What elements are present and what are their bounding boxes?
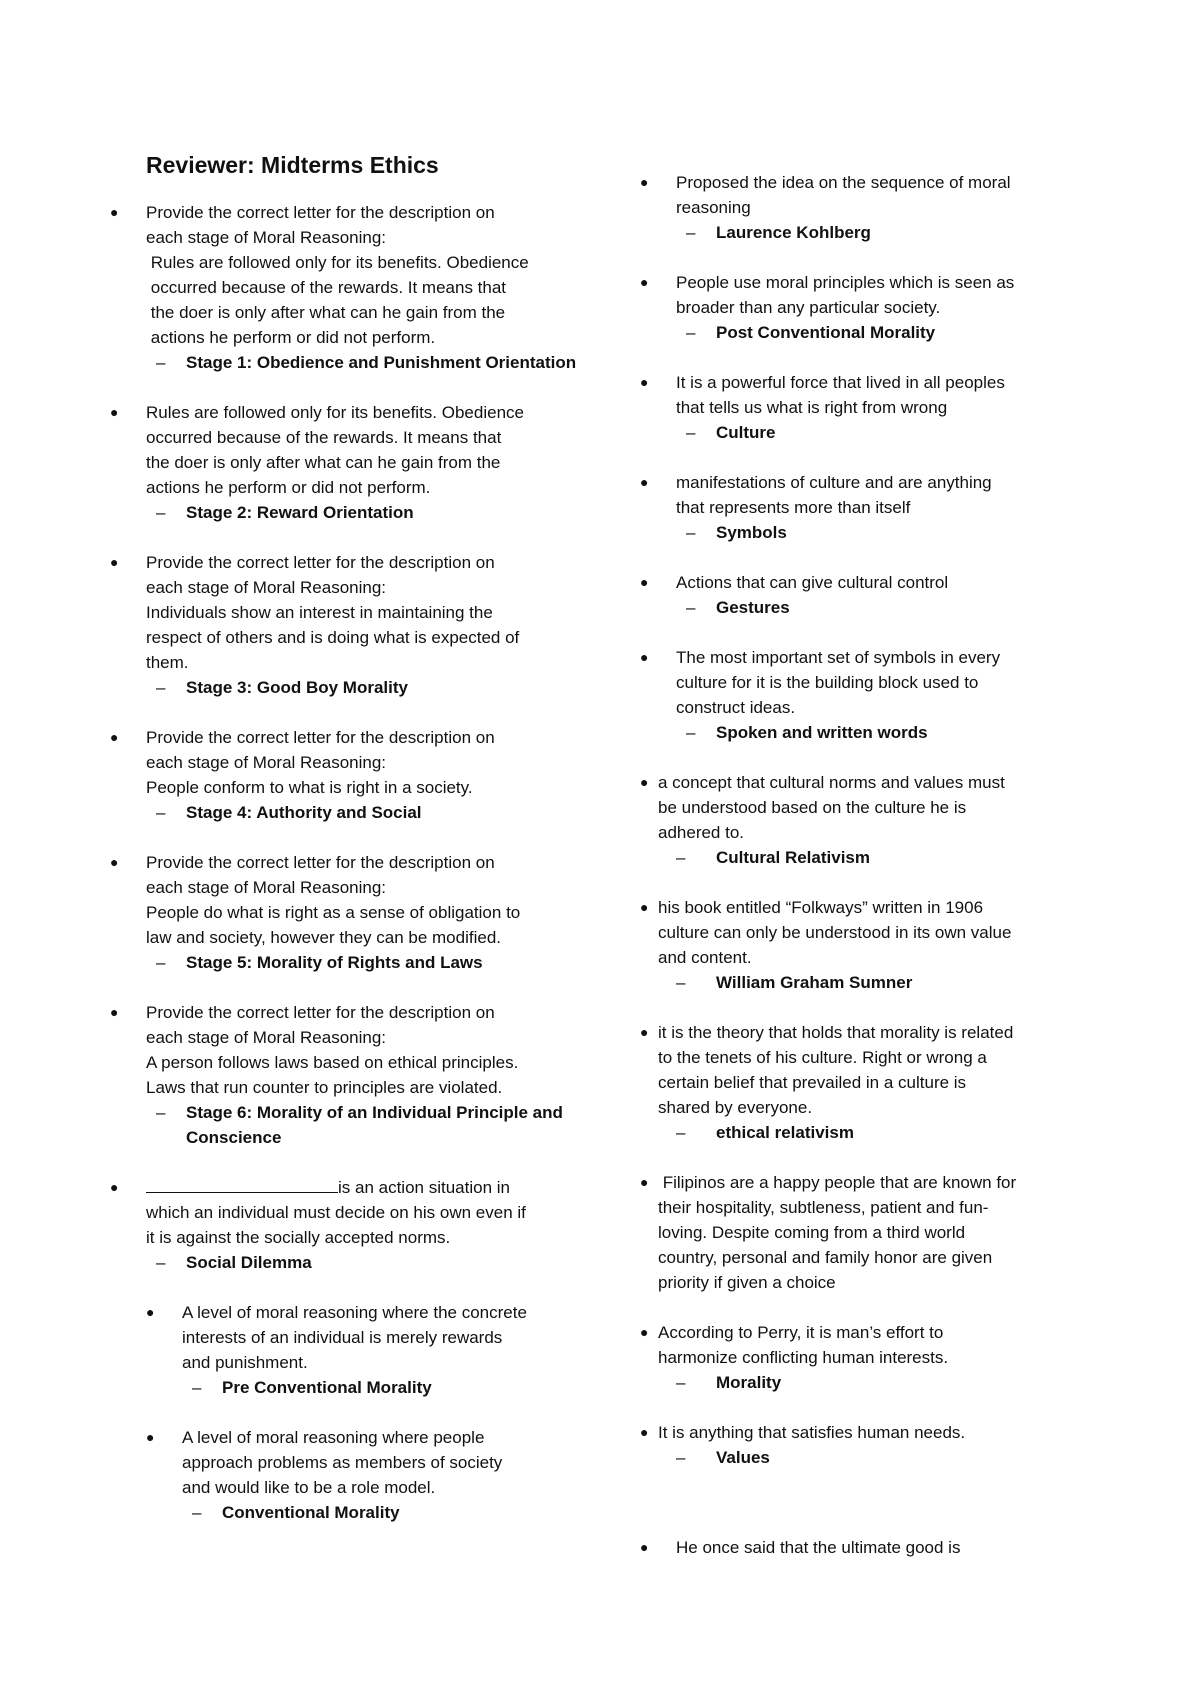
bullet-icon: ● bbox=[640, 574, 649, 590]
answer-text: Stage 4: Authority and Social bbox=[186, 803, 422, 822]
question-line: Individuals show an interest in maintaining the bbox=[146, 603, 493, 622]
answer bbox=[676, 320, 1070, 345]
question-line: broader than any particular society. bbox=[676, 298, 941, 317]
answer-text: Spoken and written words bbox=[716, 723, 928, 742]
dash-icon: – bbox=[156, 953, 166, 972]
answer bbox=[146, 800, 580, 825]
bullet-icon: ● bbox=[640, 374, 649, 390]
bullet-icon: ● bbox=[110, 204, 119, 220]
answer-text: Cultural Relativism bbox=[716, 848, 870, 867]
question-line: It is anything that satisfies human needs. bbox=[658, 1423, 966, 1442]
answer bbox=[676, 220, 1070, 245]
question-item bbox=[640, 370, 1070, 445]
answer bbox=[676, 720, 1070, 745]
question-line: shared by everyone. bbox=[658, 1098, 813, 1117]
question-line: Filipinos are a happy people that are known for bbox=[658, 1173, 1017, 1192]
question-item bbox=[640, 1535, 1070, 1560]
question-line: The most important set of symbols in every bbox=[676, 648, 1001, 667]
question-line: adhered to. bbox=[658, 823, 745, 842]
question-line: People use moral principles which is seen as bbox=[676, 273, 1015, 292]
dash-icon: – bbox=[686, 723, 696, 742]
question-item bbox=[640, 1320, 1070, 1395]
question-line: culture for it is the building block used to bbox=[676, 673, 979, 692]
question-line: country, personal and family honor are given bbox=[658, 1248, 993, 1267]
bullet-icon: ● bbox=[110, 1179, 119, 1195]
question-line: that tells us what is right from wrong bbox=[676, 398, 948, 417]
dash-icon: – bbox=[676, 1123, 686, 1142]
dash-icon: – bbox=[156, 678, 166, 697]
answer bbox=[676, 420, 1070, 445]
answer bbox=[658, 1120, 1070, 1145]
question-line: and would like to be a role model. bbox=[182, 1478, 436, 1497]
question-line: interests of an individual is merely rewards bbox=[182, 1328, 503, 1347]
answer-text: Pre Conventional Morality bbox=[222, 1378, 432, 1397]
dash-icon: – bbox=[686, 523, 696, 542]
question-line: each stage of Moral Reasoning: bbox=[146, 878, 387, 897]
question-item bbox=[110, 200, 580, 375]
question-item bbox=[640, 1170, 1070, 1295]
question-line: manifestations of culture and are anything bbox=[676, 473, 992, 492]
question-line: the doer is only after what can he gain from the bbox=[146, 453, 501, 472]
answer-text: Gestures bbox=[716, 598, 790, 617]
bullet-icon: ● bbox=[146, 1304, 155, 1320]
bullet-icon: ● bbox=[110, 554, 119, 570]
answer bbox=[146, 950, 580, 975]
question-line: Provide the correct letter for the description on bbox=[146, 203, 495, 222]
bullet-icon: ● bbox=[110, 1004, 119, 1020]
question-item bbox=[640, 170, 1070, 245]
question-line: respect of others and is doing what is expected of bbox=[146, 628, 520, 647]
question-item bbox=[640, 1020, 1070, 1145]
spacer bbox=[640, 1495, 1070, 1535]
dash-icon: – bbox=[686, 223, 696, 242]
dash-icon: – bbox=[686, 423, 696, 442]
right-question-list bbox=[640, 170, 1070, 1560]
question-line: priority if given a choice bbox=[658, 1273, 836, 1292]
question-item bbox=[110, 850, 580, 975]
question-line: loving. Despite coming from a third world bbox=[658, 1223, 966, 1242]
question-line: Actions that can give cultural control bbox=[676, 573, 949, 592]
answer-text: Post Conventional Morality bbox=[716, 323, 936, 342]
question-line: approach problems as members of society bbox=[182, 1453, 503, 1472]
question-item bbox=[640, 770, 1070, 870]
answer-text: ethical relativism bbox=[716, 1123, 854, 1142]
answer-text: Morality bbox=[716, 1373, 782, 1392]
answer bbox=[146, 350, 580, 375]
bullet-icon: ● bbox=[640, 1324, 649, 1340]
left-question-list bbox=[110, 200, 580, 1525]
question-item bbox=[640, 270, 1070, 345]
answer bbox=[146, 1100, 580, 1150]
answer bbox=[658, 970, 1070, 995]
question-line: and punishment. bbox=[182, 1353, 308, 1372]
question-line: his book entitled “Folkways” written in 1906 bbox=[658, 898, 984, 917]
question-line: Rules are followed only for its benefits. Obedience bbox=[146, 403, 524, 422]
bullet-icon: ● bbox=[110, 729, 119, 745]
question-line: their hospitality, subtleness, patient and fun- bbox=[658, 1198, 989, 1217]
question-line: certain belief that prevailed in a culture is bbox=[658, 1073, 967, 1092]
answer bbox=[182, 1500, 580, 1525]
dash-icon: – bbox=[156, 1103, 166, 1122]
question-line: A level of moral reasoning where people bbox=[182, 1428, 485, 1447]
bullet-icon: ● bbox=[640, 649, 649, 665]
dash-icon: – bbox=[676, 848, 686, 867]
question-item bbox=[110, 1175, 580, 1275]
question-line: it is the theory that holds that morality is related bbox=[658, 1023, 1014, 1042]
answer bbox=[658, 1370, 1070, 1395]
question-line: construct ideas. bbox=[676, 698, 796, 717]
dash-icon: – bbox=[676, 1448, 686, 1467]
answer bbox=[676, 595, 1070, 620]
answer-text: Stage 5: Morality of Rights and Laws bbox=[186, 953, 483, 972]
bullet-icon: ● bbox=[640, 474, 649, 490]
answer-text: Stage 3: Good Boy Morality bbox=[186, 678, 408, 697]
bullet-icon: ● bbox=[640, 1024, 649, 1040]
left-column bbox=[110, 150, 580, 1550]
answer-text: Culture bbox=[716, 423, 776, 442]
fill-in-blank bbox=[146, 1175, 338, 1193]
dash-icon: – bbox=[192, 1503, 202, 1522]
question-line: occurred because of the rewards. It means that bbox=[146, 278, 507, 297]
answer-text: Social Dilemma bbox=[186, 1253, 312, 1272]
question-line: People conform to what is right in a society. bbox=[146, 778, 473, 797]
answer bbox=[146, 675, 580, 700]
question-line: It is a powerful force that lived in all peoples bbox=[676, 373, 1005, 392]
answer bbox=[146, 500, 580, 525]
question-line: law and society, however they can be modified. bbox=[146, 928, 501, 947]
bullet-icon: ● bbox=[640, 1424, 649, 1440]
dash-icon: – bbox=[156, 503, 166, 522]
bullet-icon: ● bbox=[110, 854, 119, 870]
bullet-icon: ● bbox=[640, 1174, 649, 1190]
question-line: that represents more than itself bbox=[676, 498, 911, 517]
question-item bbox=[146, 1425, 580, 1525]
question-line: Provide the correct letter for the description on bbox=[146, 728, 495, 747]
answer bbox=[658, 845, 1070, 870]
question-line: each stage of Moral Reasoning: bbox=[146, 578, 387, 597]
right-column bbox=[640, 170, 1070, 1585]
question-line: Provide the correct letter for the description on bbox=[146, 553, 495, 572]
question-line: Provide the correct letter for the description on bbox=[146, 1003, 495, 1022]
question-line: reasoning bbox=[676, 198, 751, 217]
question-line: each stage of Moral Reasoning: bbox=[146, 753, 387, 772]
question-line: Laws that run counter to principles are violated. bbox=[146, 1078, 503, 1097]
bullet-icon: ● bbox=[110, 404, 119, 420]
question-line: actions he perform or did not perform. bbox=[146, 478, 431, 497]
question-line: People do what is right as a sense of obligation to bbox=[146, 903, 521, 922]
question-item bbox=[640, 895, 1070, 995]
question-item bbox=[640, 1420, 1070, 1470]
question-line: to the tenets of his culture. Right or wrong a bbox=[658, 1048, 987, 1067]
question-line: and content. bbox=[658, 948, 752, 967]
answer bbox=[182, 1375, 580, 1400]
question-item bbox=[110, 400, 580, 525]
page-title: Reviewer: Midterms Ethics bbox=[146, 152, 439, 178]
dash-icon: – bbox=[192, 1378, 202, 1397]
question-line: which an individual must decide on his own even if bbox=[146, 1203, 526, 1222]
answer bbox=[146, 1250, 580, 1275]
question-line: A level of moral reasoning where the concrete bbox=[182, 1303, 527, 1322]
question-line: Proposed the idea on the sequence of moral bbox=[676, 173, 1011, 192]
question-line: culture can only be understood in its own value bbox=[658, 923, 1012, 942]
question-line: it is against the socially accepted norms. bbox=[146, 1228, 451, 1247]
answer-text: Conventional Morality bbox=[222, 1503, 400, 1522]
question-item bbox=[640, 570, 1070, 620]
question-line: According to Perry, it is man’s effort to bbox=[658, 1323, 944, 1342]
question-line: occurred because of the rewards. It means that bbox=[146, 428, 502, 447]
dash-icon: – bbox=[676, 973, 686, 992]
dash-icon: – bbox=[156, 803, 166, 822]
dash-icon: – bbox=[686, 598, 696, 617]
bullet-icon: ● bbox=[640, 274, 649, 290]
bullet-icon: ● bbox=[640, 899, 649, 915]
bullet-icon: ● bbox=[640, 774, 649, 790]
question-line: each stage of Moral Reasoning: bbox=[146, 1028, 387, 1047]
question-text: is an action situation in bbox=[338, 1178, 510, 1197]
answer-text: Stage 6: Morality of an Individual Principle and Conscience bbox=[186, 1103, 563, 1147]
dash-icon: – bbox=[156, 353, 166, 372]
answer bbox=[676, 520, 1070, 545]
dash-icon: – bbox=[686, 323, 696, 342]
answer bbox=[658, 1445, 1070, 1470]
answer-text: Stage 1: Obedience and Punishment Orientation bbox=[186, 353, 577, 372]
question-line: them. bbox=[146, 653, 189, 672]
question-line: Rules are followed only for its benefits. Obedience bbox=[146, 253, 529, 272]
question-line: Provide the correct letter for the description on bbox=[146, 853, 495, 872]
bullet-icon: ● bbox=[146, 1429, 155, 1445]
question-item bbox=[640, 470, 1070, 545]
question-line: He once said that the ultimate good is bbox=[676, 1538, 961, 1557]
answer-text: Stage 2: Reward Orientation bbox=[186, 503, 414, 522]
answer-text: Values bbox=[716, 1448, 770, 1467]
answer-text: Symbols bbox=[716, 523, 787, 542]
dash-icon: – bbox=[156, 1253, 166, 1272]
question-item bbox=[110, 725, 580, 825]
answer-text: Laurence Kohlberg bbox=[716, 223, 871, 242]
question-item bbox=[146, 1300, 580, 1400]
bullet-icon: ● bbox=[640, 1539, 649, 1555]
question-line: A person follows laws based on ethical principles. bbox=[146, 1053, 519, 1072]
question-line: a concept that cultural norms and values must bbox=[658, 773, 1005, 792]
answer-text: William Graham Sumner bbox=[716, 973, 913, 992]
dash-icon: – bbox=[676, 1373, 686, 1392]
question-item bbox=[110, 1000, 580, 1150]
question-item bbox=[640, 645, 1070, 745]
question-line bbox=[146, 1175, 580, 1200]
bullet-icon: ● bbox=[640, 174, 649, 190]
question-line: harmonize conflicting human interests. bbox=[658, 1348, 949, 1367]
question-line: each stage of Moral Reasoning: bbox=[146, 228, 387, 247]
question-line: be understood based on the culture he is bbox=[658, 798, 967, 817]
question-item bbox=[110, 550, 580, 700]
question-line: the doer is only after what can he gain from the bbox=[146, 303, 506, 322]
question-line: actions he perform or did not perform. bbox=[146, 328, 436, 347]
